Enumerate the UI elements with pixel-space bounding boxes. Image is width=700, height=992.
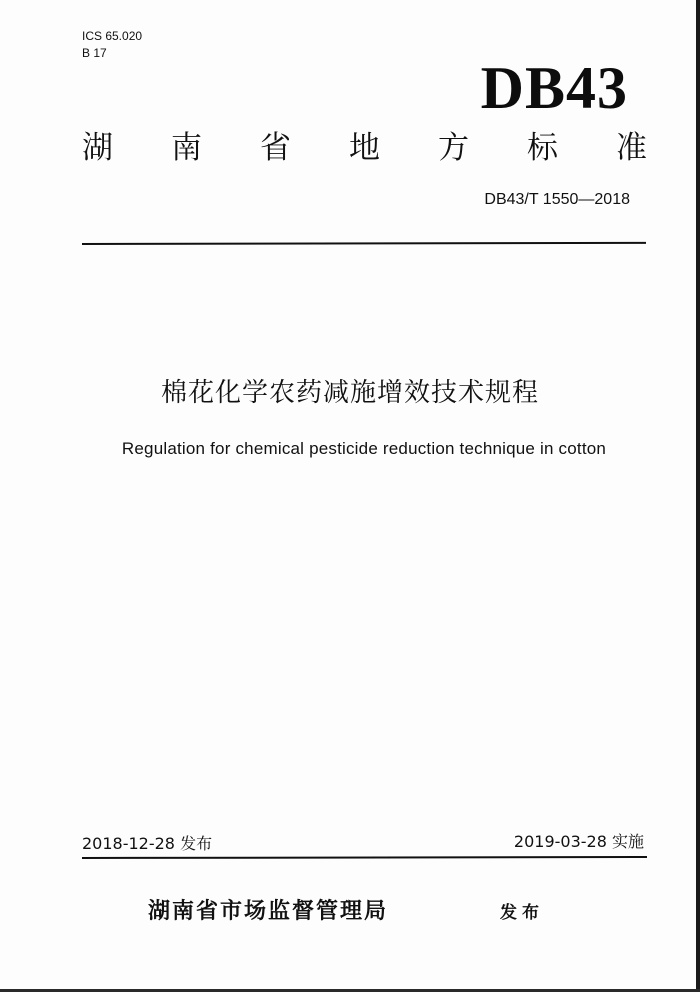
implementation-date: 2019-03-28 实施 bbox=[513, 832, 644, 851]
standard-type-char: 标 bbox=[527, 130, 558, 166]
standard-type-char: 南 bbox=[171, 130, 202, 166]
scan-edge-right bbox=[696, 0, 700, 992]
standard-type-char: 湖 bbox=[82, 130, 113, 166]
standard-type-char: 地 bbox=[349, 130, 380, 166]
standard-type-char: 准 bbox=[616, 130, 647, 166]
publisher-name: 湖南省市场监督管理局 bbox=[148, 899, 389, 924]
standard-type bbox=[82, 128, 647, 168]
db-logo: DB43 bbox=[480, 55, 628, 121]
standard-number: DB43/T 1550—2018 bbox=[484, 191, 630, 208]
classification-code: B 17 bbox=[82, 46, 107, 60]
header-divider bbox=[82, 242, 646, 245]
document-title-english: Regulation for chemical pesticide reduction technique in cotton bbox=[121, 439, 607, 458]
standard-type-char: 省 bbox=[260, 130, 291, 166]
standard-type-char: 方 bbox=[438, 130, 469, 166]
issue-date: 2018-12-28 发布 bbox=[82, 834, 213, 853]
footer-divider bbox=[82, 856, 647, 859]
document-title-chinese: 棉花化学农药减施增效技术规程 bbox=[160, 378, 539, 408]
ics-code: ICS 65.020 bbox=[82, 29, 143, 43]
publish-label: 发布 bbox=[500, 903, 544, 923]
